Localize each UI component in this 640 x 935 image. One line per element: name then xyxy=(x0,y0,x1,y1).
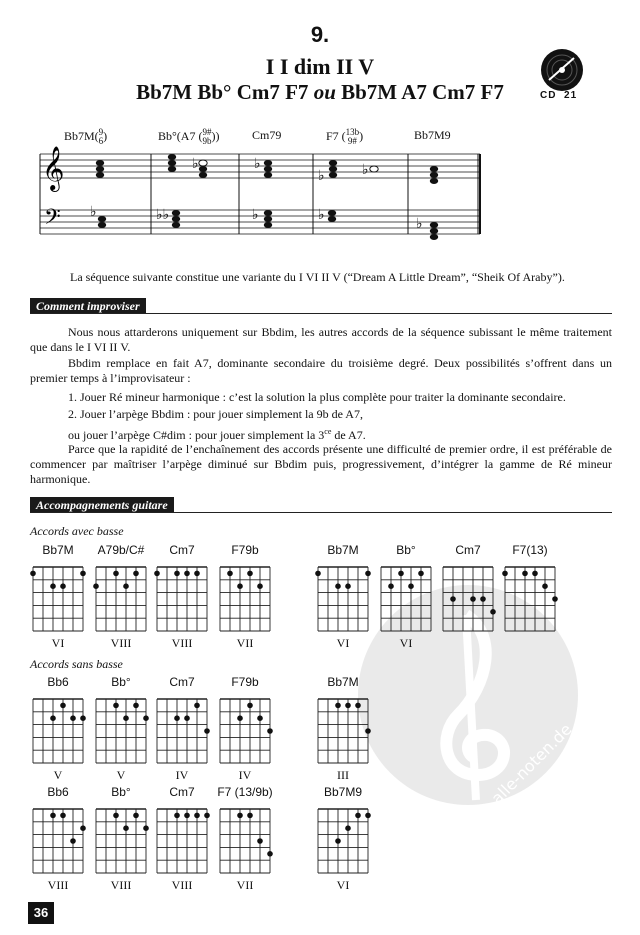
paragraph-2: Bbdim remplace en fait A7, dominante secondaire du troisième degré. Deux possibilités s’offrent dans un premier temps à l’improvisateur : xyxy=(30,356,612,385)
finger-dot xyxy=(490,609,496,615)
finger-dot xyxy=(123,715,129,721)
list-item-3 xyxy=(68,424,366,443)
finger-dot xyxy=(552,596,558,602)
chord-4-bottom: 9# xyxy=(347,136,357,146)
finger-dot xyxy=(194,703,200,709)
finger-dot xyxy=(355,813,361,819)
finger-dot xyxy=(133,703,139,709)
chord-1-root: Bb7M( xyxy=(64,128,99,143)
finger-dot xyxy=(247,813,253,819)
finger-dot xyxy=(50,813,56,819)
finger-dot xyxy=(315,571,321,577)
fretboard-grid xyxy=(26,559,90,635)
svg-text:♭: ♭ xyxy=(192,156,199,172)
chord-position-label: VI xyxy=(336,878,350,892)
svg-text:♭: ♭ xyxy=(416,216,423,232)
finger-dot xyxy=(522,571,528,577)
chord-diagram-name: Bb7M9 xyxy=(323,785,363,799)
page-number: 36 xyxy=(28,902,54,924)
finger-dot xyxy=(247,703,253,709)
subheading-without-bass: Accords sans basse xyxy=(30,657,123,671)
paragraph-1: Nous nous attarderons uniquement sur Bbdim, les autres accords de la séquence subissant le même traitement que dans le I VI II V. xyxy=(30,325,612,354)
music-score xyxy=(36,124,482,254)
fretboard-grid xyxy=(213,691,277,767)
cd-track-label xyxy=(540,90,577,101)
cd-text: CD xyxy=(540,90,557,101)
section-heading-improviser: Comment improviser xyxy=(30,298,146,314)
finger-dot xyxy=(123,583,129,589)
chord-diagram-name: Bb7M xyxy=(327,543,359,557)
finger-dot xyxy=(133,813,139,819)
finger-dot xyxy=(365,813,371,819)
finger-dot xyxy=(532,571,538,577)
chord-position-label: VI xyxy=(399,636,413,650)
bass-staff xyxy=(40,210,480,234)
cd-track-number: 21 xyxy=(564,90,578,101)
fretboard-grid xyxy=(89,559,153,635)
finger-dot xyxy=(113,703,119,709)
chord-position-label: VIII xyxy=(47,878,69,892)
finger-dot xyxy=(50,583,56,589)
finger-dot xyxy=(345,703,351,709)
chord-position-label: VI xyxy=(51,636,65,650)
list-item-2: 2. Jouer l’arpège Bbdim : pour jouer simplement la 9b de A7, xyxy=(68,407,363,421)
chord-diagram-name: F79b xyxy=(231,543,259,557)
svg-text:♭: ♭ xyxy=(90,204,97,220)
finger-dot xyxy=(398,571,404,577)
section-heading-guitar: Accompagnements guitare xyxy=(30,497,174,513)
chord-diagram-name: A79b/C# xyxy=(97,543,145,557)
finger-dot xyxy=(204,728,210,734)
chord-diagram-name: Cm7 xyxy=(169,675,195,689)
subtitle-part-a: Bb7M Bb° Cm7 F7 xyxy=(136,80,314,104)
fretboard-grid xyxy=(374,559,438,635)
finger-dot xyxy=(257,838,263,844)
svg-text:♭: ♭ xyxy=(254,156,261,172)
finger-dot xyxy=(470,596,476,602)
chord-2-top: 9# xyxy=(202,127,212,137)
finger-dot xyxy=(93,583,99,589)
fretboard-grid xyxy=(436,559,500,635)
chord-diagram-name: Cm7 xyxy=(455,543,481,557)
finger-dot xyxy=(80,715,86,721)
finger-dot xyxy=(30,571,36,577)
chord-4-root: F7 ( xyxy=(326,128,346,143)
fretboard-grid xyxy=(150,559,214,635)
page-title: I I dim II V xyxy=(265,54,375,79)
finger-dot xyxy=(80,825,86,831)
finger-dot xyxy=(133,571,139,577)
svg-text:♭: ♭ xyxy=(318,207,325,223)
finger-dot xyxy=(154,571,160,577)
finger-dot xyxy=(480,596,486,602)
finger-dot xyxy=(227,571,233,577)
fretboard-grid xyxy=(26,801,90,877)
subheading-with-bass: Accords avec basse xyxy=(30,524,124,538)
chord-position-label: IV xyxy=(175,768,189,782)
score-chord-label-3: Cm79 xyxy=(252,128,282,142)
finger-dot xyxy=(80,571,86,577)
finger-dot xyxy=(267,728,273,734)
treble-clef-icon: 𝄞 xyxy=(42,146,65,190)
chord-diagram-name: Bb° xyxy=(111,785,131,799)
finger-dot xyxy=(184,715,190,721)
finger-dot xyxy=(335,838,341,844)
svg-text:♭♭: ♭♭ xyxy=(156,207,170,223)
finger-dot xyxy=(335,703,341,709)
finger-dot xyxy=(237,813,243,819)
chord-1-bottom: 6 xyxy=(98,136,104,146)
svg-text:♭: ♭ xyxy=(318,168,325,184)
list-item-3-a: ou jouer l’arpège C#dim : pour jouer simplement la 3 xyxy=(68,428,325,442)
chord-2-root: Bb°(A7 ( xyxy=(158,128,203,143)
finger-dot xyxy=(113,571,119,577)
finger-dot xyxy=(335,583,341,589)
fretboard-grid xyxy=(89,691,153,767)
finger-dot xyxy=(113,813,119,819)
finger-dot xyxy=(70,838,76,844)
fretboard-grid xyxy=(213,559,277,635)
finger-dot xyxy=(247,571,253,577)
chord-position-label: V xyxy=(53,768,63,782)
subtitle-part-b: Bb7M A7 Cm7 F7 xyxy=(335,80,504,104)
finger-dot xyxy=(237,583,243,589)
finger-dot xyxy=(123,825,129,831)
fretboard-grid xyxy=(26,691,90,767)
finger-dot xyxy=(174,571,180,577)
intro-text: La séquence suivante constitue une variante du I VI II V (“Dream A Little Dream”, “Sheik Of Araby”). xyxy=(70,270,565,284)
chord-position-label: VIII xyxy=(110,878,132,892)
chord-1-end: ) xyxy=(103,128,108,143)
list-item-3-sup: ce xyxy=(324,427,332,436)
finger-dot xyxy=(174,813,180,819)
fretboard-grid xyxy=(311,559,375,635)
finger-dot xyxy=(365,728,371,734)
finger-dot xyxy=(450,596,456,602)
chord-diagram-name: F7 (13/9b) xyxy=(217,785,273,799)
subtitle-or: ou xyxy=(313,80,336,104)
list-item-1: 1. Jouer Ré mineur harmonique : c’est la solution la plus complète pour traiter la dominante secondaire. xyxy=(68,390,566,404)
watermark-text: alle-noten.de xyxy=(487,719,576,808)
chord-diagram-name: Cm7 xyxy=(169,543,195,557)
chord-2-bottom: 9b xyxy=(202,136,212,146)
chord-diagram-name: Bb° xyxy=(396,543,416,557)
section-rule xyxy=(30,512,612,513)
chord-4-end: ) xyxy=(359,128,364,143)
chord-position-label: VIII xyxy=(171,636,193,650)
chord-4-top: 13b xyxy=(345,127,360,137)
finger-dot xyxy=(194,571,200,577)
finger-dot xyxy=(345,825,351,831)
chord-1-top: 9 xyxy=(98,127,104,137)
score-chord-label-5: Bb7M9 xyxy=(414,128,451,142)
finger-dot xyxy=(267,851,273,857)
chord-diagram-name: Bb° xyxy=(111,675,131,689)
svg-text:♭: ♭ xyxy=(252,207,259,223)
chord-position-label: VI xyxy=(336,636,350,650)
list-item-3-b: de A7. xyxy=(331,428,366,442)
fretboard-grid xyxy=(498,559,562,635)
paragraph-3: Parce que la rapidité de l’enchaînement des accords présente une difficulté de premier ordre, il est préférable de commencer par maîtriser l’arpège diminué sur Bbdim puis, progressivement, d’intégrer la gamme de Ré mineur harmonique. xyxy=(30,442,612,486)
fretboard-grid xyxy=(150,691,214,767)
finger-dot xyxy=(418,571,424,577)
fretboard-grid xyxy=(150,801,214,877)
finger-dot xyxy=(237,715,243,721)
fretboard-grid xyxy=(311,691,375,767)
chord-diagram-name: Bb6 xyxy=(47,675,69,689)
finger-dot xyxy=(204,813,210,819)
finger-dot xyxy=(408,583,414,589)
finger-dot xyxy=(355,703,361,709)
chord-2-end: )) xyxy=(211,128,220,143)
finger-dot xyxy=(143,825,149,831)
fretboard-grid xyxy=(89,801,153,877)
chord-position-label: VIII xyxy=(171,878,193,892)
finger-dot xyxy=(174,715,180,721)
finger-dot xyxy=(542,583,548,589)
finger-dot xyxy=(502,571,508,577)
finger-dot xyxy=(184,813,190,819)
chord-position-label: VIII xyxy=(110,636,132,650)
finger-dot xyxy=(184,571,190,577)
finger-dot xyxy=(70,715,76,721)
finger-dot xyxy=(365,571,371,577)
chord-position-label: V xyxy=(116,768,126,782)
finger-dot xyxy=(194,813,200,819)
finger-dot xyxy=(345,583,351,589)
finger-dot xyxy=(143,715,149,721)
finger-dot xyxy=(388,583,394,589)
chapter-number: 9. xyxy=(310,22,330,47)
chord-position-label: III xyxy=(337,768,349,782)
chord-position-label: VII xyxy=(236,878,254,892)
chord-diagram-name: Bb7M xyxy=(327,675,359,689)
chord-diagram-name: Bb7M xyxy=(42,543,74,557)
chord-position-label: VII xyxy=(236,636,254,650)
fretboard-grid xyxy=(311,801,375,877)
chord-diagram-name: F7(13) xyxy=(512,543,548,557)
svg-text:♭: ♭ xyxy=(362,162,369,178)
chord-position-label: IV xyxy=(238,768,252,782)
chord-diagram-name: Cm7 xyxy=(169,785,195,799)
finger-dot xyxy=(50,715,56,721)
bass-clef-icon: 𝄢 xyxy=(44,205,61,235)
finger-dot xyxy=(60,703,66,709)
finger-dot xyxy=(257,715,263,721)
finger-dot xyxy=(60,583,66,589)
chord-diagram-name: F79b xyxy=(231,675,259,689)
section-rule xyxy=(30,313,612,314)
fretboard-grid xyxy=(213,801,277,877)
finger-dot xyxy=(257,583,263,589)
finger-dot xyxy=(60,813,66,819)
chord-diagram-name: Bb6 xyxy=(47,785,69,799)
